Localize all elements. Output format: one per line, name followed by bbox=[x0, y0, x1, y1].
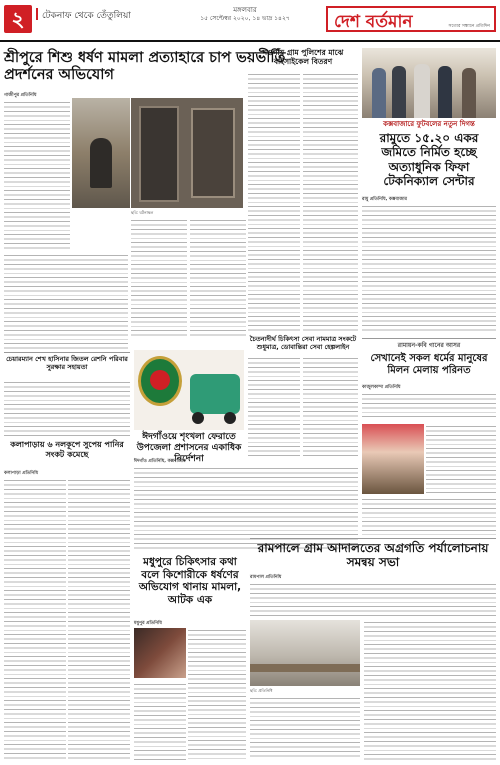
photo-madhupur bbox=[134, 628, 186, 678]
headline-eidgaon: ঈদগাঁওয়ে শৃংখলা ফেরাতে উপজেলা প্রশাসনের একাধিক নির্দেশনা bbox=[136, 432, 242, 464]
headline-ramayan: সেখানেই সকল ধর্মের মানুষের মিলন মেলায় পরিনত bbox=[370, 353, 488, 376]
byline-kalapara: কলাপাড়া প্রতিনিধি bbox=[4, 471, 39, 476]
body-text bbox=[4, 380, 130, 436]
body-text bbox=[364, 620, 496, 760]
body-text bbox=[68, 478, 130, 760]
body-text bbox=[248, 356, 300, 456]
section-title: টেকনাফ থেকে তেঁতুলিয়া bbox=[42, 8, 131, 23]
headline-madhupur: মধুপুরে চিকিৎসার কথা বলে কিশোরীকে ধর্ষণের অভিযোগ থানায় মামলা, আটক এক bbox=[138, 556, 242, 606]
divider bbox=[362, 338, 496, 339]
divider bbox=[4, 352, 130, 353]
body-text bbox=[250, 696, 360, 760]
header-date: ১৫ সেপ্টেম্বর ২০২০, ১৪ ভাদ্র ১৪২৭ bbox=[200, 15, 290, 22]
body-text bbox=[303, 72, 358, 332]
byline-eidgaon: ঈদগাঁও প্রতিনিধি, কক্সবাজার bbox=[134, 459, 186, 464]
body-text bbox=[131, 218, 187, 338]
body-text bbox=[4, 100, 70, 250]
headline-coxsbazar: রামুতে ১৫.২০ একর জমিতে নির্মিত হচ্ছে অত্যাধুনিক ফিফা টেকনিক্যাল সেন্টার bbox=[379, 131, 479, 189]
byline-madhupur: মধুপুর প্রতিনিধি bbox=[134, 621, 162, 626]
photo-caption-sreepur: ছবি: ঘটনাস্থল bbox=[131, 210, 154, 215]
body-text bbox=[190, 218, 246, 338]
kicker-ramayan: রামায়ন-কবি গানের আসর bbox=[397, 342, 461, 349]
byline-sreepur: গাজীপুর প্রতিনিধি bbox=[4, 93, 37, 98]
headline-kalapara: কলাপাড়ায় ৬ নলকূপে সুপেয় পানির সংকট কমেছে bbox=[10, 440, 124, 459]
body-text bbox=[426, 424, 496, 494]
photo-sreepur-1 bbox=[72, 98, 130, 208]
banner-coxsbazar: কক্সবাজারে ফুটবলের নতুন দিগন্ত bbox=[383, 120, 475, 128]
photo-eidgaon bbox=[134, 350, 244, 430]
byline-rampal: রামপাল প্রতিনিধি bbox=[250, 575, 282, 580]
body-text bbox=[362, 392, 496, 420]
body-text bbox=[134, 682, 186, 760]
page-number: ২ bbox=[4, 5, 32, 33]
masthead bbox=[326, 6, 496, 32]
body-text bbox=[303, 356, 358, 456]
photo-caption-rampal: ছবি: প্রতিনিধি bbox=[250, 688, 273, 693]
body-text bbox=[4, 253, 128, 349]
byline-coxsbazar: রামু প্রতিনিধি, কক্সবাজার bbox=[362, 197, 407, 202]
masthead-tagline: সত্যের সন্ধানে প্রতিদিন bbox=[448, 24, 490, 29]
header-day: মঙ্গলবার bbox=[233, 6, 257, 14]
body-text bbox=[188, 628, 246, 760]
headline-hospital: চৈতন্যদীর্ঘ চিকিৎসা সেবা নামমাত্র সংকটে শুধুমাত্র, ডোবান্তিরা সেবা হেল্পলাইন bbox=[249, 335, 357, 351]
body-text bbox=[134, 466, 358, 552]
photo-coxsbazar bbox=[362, 48, 496, 118]
body-text bbox=[362, 204, 496, 332]
photo-rampal bbox=[250, 620, 360, 686]
headline-police: নওগাঁয় গ্রাম পুলিশের মাঝে বাইসাইকেল বিতরণ bbox=[262, 48, 344, 66]
photo-ramayan bbox=[362, 424, 424, 494]
body-text bbox=[250, 582, 496, 616]
photo-sreepur-2 bbox=[131, 98, 243, 208]
body-text bbox=[248, 72, 300, 332]
headline-tribute: চেয়ারম্যান শেখ হাসিনার জিতল রেশনি পরিবার সুরক্ষার সহায়তা bbox=[6, 355, 128, 371]
headline-sreepur: শ্রীপুরে শিশু ধর্ষণ মামলা প্রত্যাহারে চাপ ভয়ভীতি প্রদর্শনের অভিযোগ bbox=[4, 50, 286, 84]
byline-ramayan: কাজুলকান্দা প্রতিনিধি bbox=[362, 385, 401, 390]
headline-rampal: রামপালে গ্রাম আদালতের অগ্রগতি পর্যালোচনায় সমন্বয় সভা bbox=[257, 541, 489, 570]
body-text bbox=[362, 497, 496, 535]
divider bbox=[250, 538, 496, 539]
masthead-name: দেশ বর্তমান bbox=[334, 12, 413, 32]
body-text bbox=[4, 478, 66, 760]
page-header bbox=[0, 0, 500, 42]
